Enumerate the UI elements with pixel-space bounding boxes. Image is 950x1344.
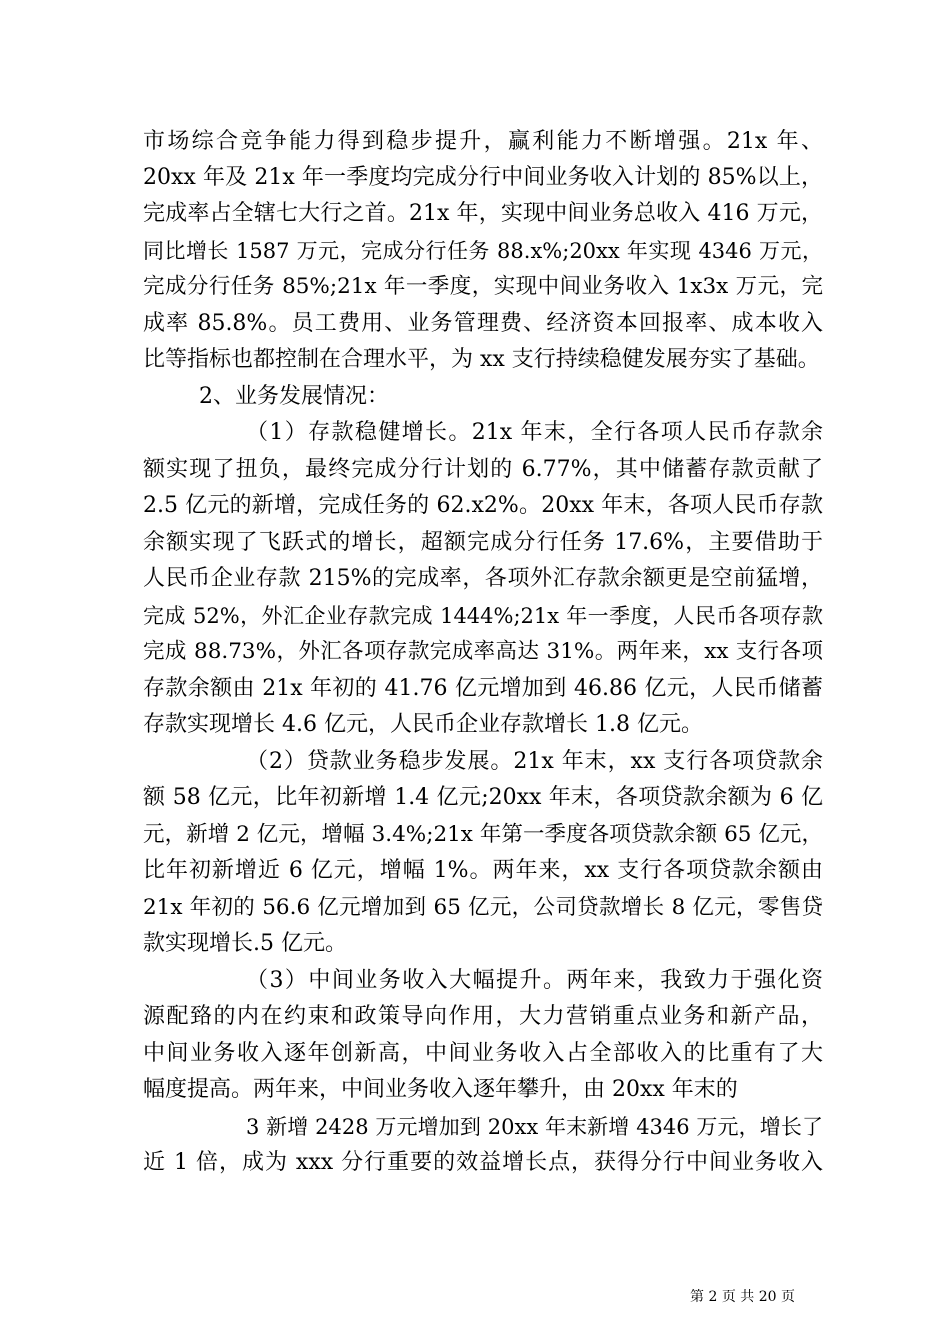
paragraph-line: 款实现增长.5 亿元。: [143, 931, 347, 956]
paragraph-line: 余额实现了飞跃式的增长，超额完成分行任务 17.6%，主要借助于: [143, 530, 823, 555]
paragraph-line: 比等指标也都控制在合理水平，为 xx 支行持续稳健发展夯实了基础。: [143, 347, 820, 372]
section-heading: 2、业务发展情况：: [199, 384, 389, 409]
paragraph-line: 成率 85.8%。员工费用、业务管理费、经济资本回报率、成本收入: [143, 311, 823, 336]
paragraph-line: 中间业务收入逐年创新高，中间业务收入占全部收入的比重有了大: [143, 1041, 823, 1066]
paragraph-line: 21x 年初的 56.6 亿元增加到 65 亿元，公司贷款增长 8 亿元，零售贷: [143, 895, 823, 920]
paragraph-line: 3 新增 2428 万元增加到 20xx 年末新增 4346 万元，增长了: [246, 1115, 823, 1139]
paragraph-line: （2）贷款业务稳步发展。21x 年末，xx 支行各项贷款余: [246, 749, 823, 774]
paragraph-line: 存款余额由 21x 年初的 41.76 亿元增加到 46.86 亿元，人民币储蓄: [143, 676, 823, 701]
paragraph-line: 比年初新增近 6 亿元，增幅 1%。两年来，xx 支行各项贷款余额由: [143, 858, 823, 883]
paragraph-line: 完成率占全辖七大行之首。21x 年，实现中间业务总收入 416 万元，: [143, 201, 823, 226]
paragraph-line: 额 58 亿元，比年初新增 1.4 亿元;20xx 年末，各项贷款余额为 6 亿: [143, 785, 823, 810]
page-footer: 第 2 页 共 20 页: [690, 1289, 795, 1305]
paragraph-line: 存款实现增长 4.6 亿元，人民币企业存款增长 1.8 亿元。: [143, 712, 703, 737]
paragraph-line: 近 1 倍，成为 xxx 分行重要的效益增长点，获得分行中间业务收入: [143, 1150, 823, 1175]
paragraph-line: （3）中间业务收入大幅提升。两年来，我致力于强化资: [246, 968, 823, 993]
paragraph-line: 完成分行任务 85%;21x 年一季度，实现中间业务收入 1x3x 万元，完: [143, 274, 823, 299]
paragraph-line: 源配臵的内在约束和政策导向作用，大力营销重点业务和新产品，: [143, 1004, 823, 1029]
paragraph-line: 市场综合竞争能力得到稳步提升，赢利能力不断增强。21x 年、: [143, 129, 823, 154]
paragraph-line: 20xx 年及 21x 年一季度均完成分行中间业务收入计划的 85%以上，: [143, 165, 823, 190]
paragraph-line: 2.5 亿元的新增，完成任务的 62.x2%。20xx 年末，各项人民币存款: [143, 493, 823, 518]
paragraph-line: 人民币企业存款 215%的完成率，各项外汇存款余额更是空前猛增，: [143, 566, 823, 591]
paragraph-line: 完成 88.73%，外汇各项存款完成率高达 31%。两年来，xx 支行各项: [143, 639, 823, 664]
paragraph-line: （1）存款稳健增长。21x 年末，全行各项人民币存款余: [246, 420, 823, 445]
paragraph-line: 额实现了扭负，最终完成分行计划的 6.77%，其中储蓄存款贡献了: [143, 457, 823, 482]
paragraph-line: 同比增长 1587 万元，完成分行任务 88.x%;20xx 年实现 4346 万元，: [143, 239, 823, 263]
paragraph-line: 幅度提高。两年来，中间业务收入逐年攀升，由 20xx 年末的: [143, 1077, 738, 1102]
paragraph-line: 元，新增 2 亿元，增幅 3.4%;21x 年第一季度各项贷款余额 65 亿元，: [143, 822, 823, 847]
paragraph-line: 完成 52%，外汇企业存款完成 1444%;21x 年一季度，人民币各项存款: [143, 604, 823, 628]
